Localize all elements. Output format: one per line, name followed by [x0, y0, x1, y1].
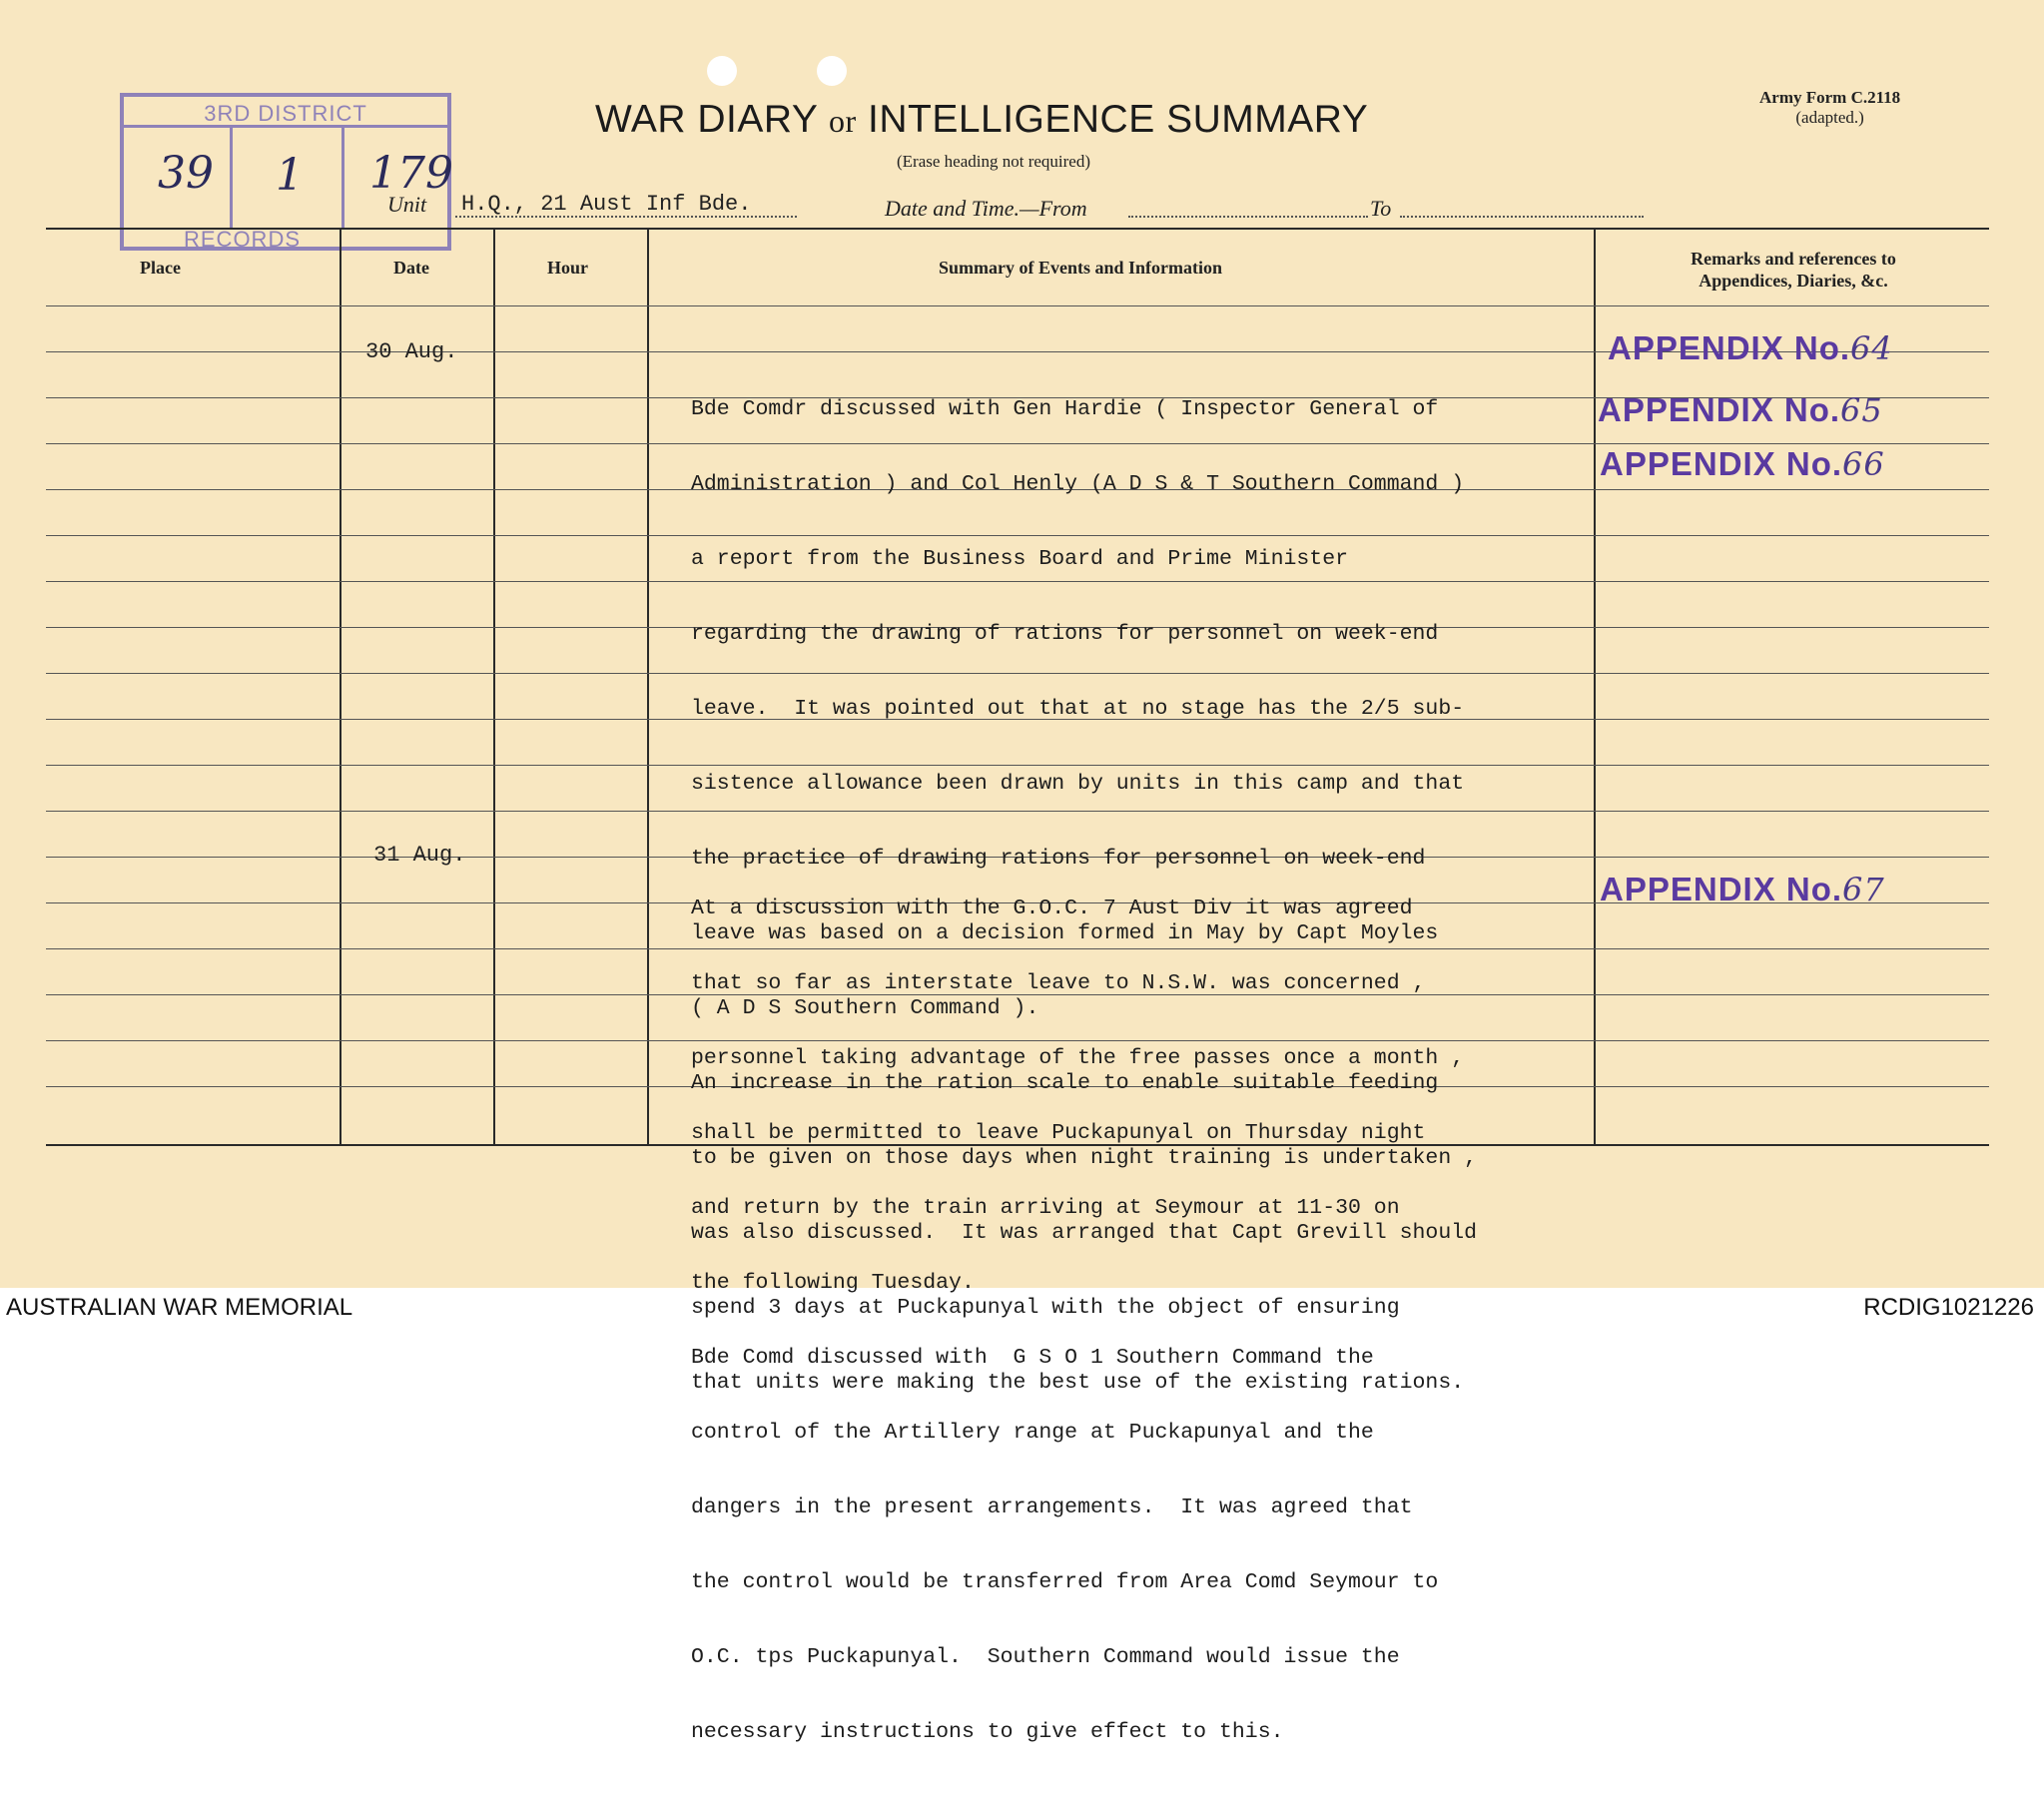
appendix-label: APPENDIX No.	[1608, 329, 1851, 366]
date-time-label: Date and Time.—From	[885, 196, 1087, 221]
summary-line: O.C. tps Puckapunyal. Southern Command would issue the	[691, 1645, 1400, 1669]
summary-line: leave was based on a decision formed in May by Capt Moyles	[691, 921, 1439, 945]
title-or: or	[829, 103, 857, 139]
remarks-line: Remarks and references to	[1691, 249, 1896, 269]
summary-line: shall be permitted to leave Puckapunyal on Thursday night	[691, 1121, 1426, 1145]
page-subtitle: (Erase heading not required)	[897, 152, 1090, 171]
column-divider	[493, 230, 495, 1146]
summary-line: personnel taking advantage of the free passes once a month ,	[691, 1046, 1465, 1070]
stamp-bottom-text: RECORDS	[184, 227, 302, 252]
summary-line: dangers in the present arrangements. It was agreed that	[691, 1496, 1413, 1519]
column-header-place: Place	[140, 258, 181, 278]
remarks-line: Appendices, Diaries, &c.	[1699, 271, 1888, 291]
summary-line: a report from the Business Board and Prime Minister	[691, 547, 1349, 571]
entry-date: 31 Aug.	[373, 843, 466, 868]
date-dotted-line	[1128, 216, 1368, 218]
appendix-label: APPENDIX No.	[1600, 871, 1843, 907]
summary-line: the practice of drawing rations for personnel on week-end	[691, 847, 1426, 871]
summary-line: regarding the drawing of rations for personnel on week-end	[691, 622, 1439, 646]
column-header-remarks	[1598, 248, 1989, 292]
summary-line: to be given on those days when night training is undertaken ,	[691, 1146, 1478, 1170]
stamp-handwritten-number: 39	[158, 148, 214, 199]
appendix-number: 64	[1850, 329, 1893, 367]
stamp-divider	[124, 125, 447, 128]
stamp-handwritten-number: 179	[369, 148, 453, 199]
entry-date: 30 Aug.	[365, 339, 458, 364]
summary-line: control of the Artillery range at Puckapunyal and the	[691, 1421, 1374, 1445]
summary-line: was also discussed. It was arranged that Capt Grevill should	[691, 1221, 1478, 1245]
appendix-label: APPENDIX No.	[1600, 445, 1843, 482]
title-part: INTELLIGENCE SUMMARY	[856, 98, 1369, 141]
summary-line: Administration ) and Col Henly (A D S & T Southern Command )	[691, 472, 1465, 496]
army-form-number: Army Form C.2118	[1759, 88, 1901, 107]
summary-line: Bde Comdr discussed with Gen Hardie ( Inspector General of	[691, 397, 1439, 421]
summary-line: sistence allowance been drawn by units in this camp and that	[691, 772, 1465, 796]
summary-line: that so far as interstate leave to N.S.W. was concerned ,	[691, 971, 1426, 995]
column-divider	[647, 230, 649, 1146]
footer-record-id: RCDIG1021226	[1863, 1294, 2034, 1321]
appendix-number: 66	[1842, 445, 1885, 483]
footer-source: AUSTRALIAN WAR MEMORIAL	[6, 1294, 353, 1321]
appendix-label: APPENDIX No.	[1598, 391, 1841, 428]
army-form-label	[1759, 88, 1900, 128]
column-header-date: Date	[393, 258, 429, 278]
to-label: To	[1370, 196, 1392, 221]
appendix-number: 65	[1840, 391, 1883, 429]
punch-hole	[817, 56, 847, 86]
appendix-stamp	[1600, 445, 1885, 483]
column-divider	[340, 230, 341, 1146]
army-form-sub: (adapted.)	[1795, 108, 1864, 127]
punch-hole	[707, 56, 737, 86]
summary-line: At a discussion with the G.O.C. 7 Aust Div it was agreed	[691, 897, 1413, 920]
stamp-divider	[341, 125, 344, 229]
summary-line: leave. It was pointed out that at no stage has the 2/5 sub-	[691, 697, 1465, 721]
appendix-stamp	[1600, 871, 1885, 908]
column-header-summary: Summary of Events and Information	[939, 258, 1223, 278]
appendix-number: 67	[1842, 871, 1885, 908]
summary-line: and return by the train arriving at Seymour at 11-30 on	[691, 1196, 1400, 1220]
entry-summary	[691, 847, 1610, 1795]
unit-label: Unit	[387, 192, 427, 217]
summary-line: necessary instructions to give effect to this.	[691, 1720, 1284, 1744]
stamp-top-text: 3RD DISTRICT	[204, 101, 367, 126]
summary-line: ( A D S Southern Command ).	[691, 996, 1039, 1020]
summary-line: An increase in the ration scale to enable suitable feeding	[691, 1071, 1439, 1095]
summary-line: the following Tuesday.	[691, 1271, 975, 1295]
summary-line: Bde Comd discussed with G S O 1 Southern Command the	[691, 1346, 1374, 1370]
appendix-stamp	[1608, 329, 1893, 367]
table-top-border	[46, 228, 1989, 230]
page-title	[595, 98, 1368, 142]
title-part: WAR DIARY	[595, 98, 829, 141]
summary-line: the control would be transferred from Area Comd Seymour to	[691, 1570, 1439, 1594]
unit-dotted-line	[455, 216, 797, 218]
ruled-line	[46, 305, 1989, 306]
stamp-divider	[230, 125, 233, 229]
to-dotted-line	[1400, 216, 1644, 218]
stamp-handwritten-number: 1	[276, 150, 304, 201]
summary-line: that units were making the best use of the existing rations.	[691, 1371, 1465, 1395]
column-header-hour: Hour	[547, 258, 589, 278]
appendix-stamp	[1598, 391, 1883, 429]
unit-value: H.Q., 21 Aust Inf Bde.	[461, 192, 752, 217]
summary-line: spend 3 days at Puckapunyal with the object of ensuring	[691, 1296, 1400, 1320]
